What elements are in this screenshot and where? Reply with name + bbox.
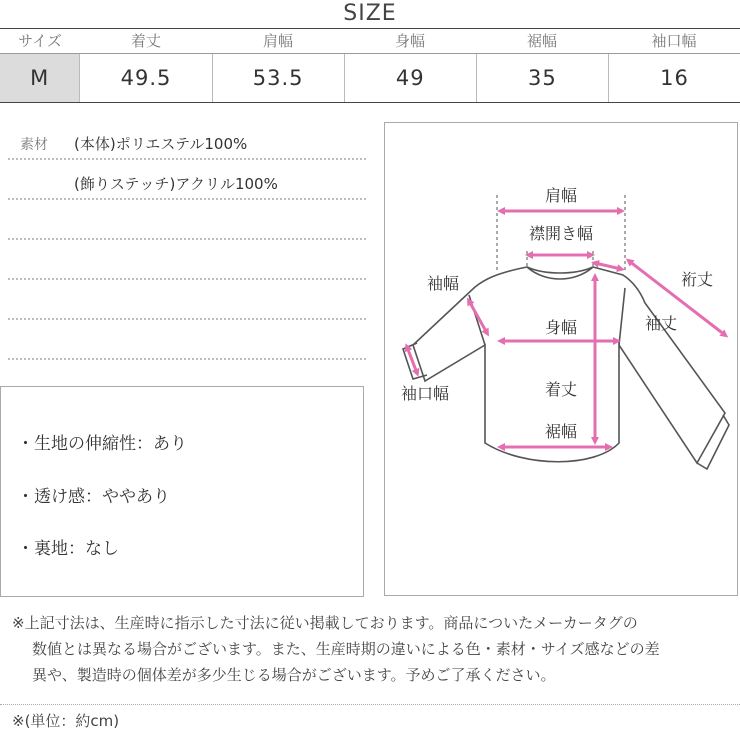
garment-diagram xyxy=(384,122,738,596)
size-title: SIZE xyxy=(343,1,397,26)
note-line-1: ※上記寸法は、生産時に指示した寸法に従い掲載しております。商品についたメーカータグの xyxy=(12,614,638,632)
material-line-empty xyxy=(8,320,366,360)
cell-shoulder: 53.5 xyxy=(212,54,344,102)
material-section xyxy=(8,120,366,360)
header-cuff-width: 袖口幅 xyxy=(651,32,697,50)
label-cuff: 袖口幅 xyxy=(400,384,450,403)
label-length: 着丈 xyxy=(544,380,578,399)
unit-note: ※(単位：約cm) xyxy=(12,712,120,730)
material-line-empty xyxy=(8,280,366,320)
label-sleeve-length: 袖丈 xyxy=(644,314,678,333)
header-shoulder: 肩幅 xyxy=(262,32,293,50)
label-hem: 裾幅 xyxy=(544,422,578,441)
material-line-empty xyxy=(8,240,366,280)
label-body-width: 身幅 xyxy=(544,318,578,337)
properties-box xyxy=(0,386,364,597)
prop-lining: ・裏地：なし xyxy=(17,539,119,559)
material-stitch: (飾りステッチ)アクリル100% xyxy=(74,175,278,193)
table-row xyxy=(0,54,740,102)
label-shoulder: 肩幅 xyxy=(544,186,578,205)
material-body: (本体)ポリエステル100% xyxy=(74,135,248,153)
size-table xyxy=(0,28,740,103)
header-hem-width: 裾幅 xyxy=(526,32,557,50)
divider xyxy=(0,704,740,705)
prop-stretch: ・生地の伸縮性：あり xyxy=(17,434,187,454)
label-sleeve-width: 袖幅 xyxy=(426,274,460,293)
cell-length: 49.5 xyxy=(79,54,211,102)
cell-body-width: 49 xyxy=(344,54,476,102)
label-neck: 襟開き幅 xyxy=(528,224,594,243)
cell-hem-width: 35 xyxy=(476,54,608,102)
material-line-empty xyxy=(8,200,366,240)
header-length: 着丈 xyxy=(130,32,161,50)
cell-cuff-width: 16 xyxy=(608,54,740,102)
note-line-2: 数値とは異なる場合がございます。また、生産時期の違いによる色・素材・サイズ感などの差 xyxy=(32,640,660,658)
prop-sheerness: ・透け感：ややあり xyxy=(17,487,170,507)
table-header-row xyxy=(0,29,740,54)
garment-svg xyxy=(385,123,739,597)
material-line xyxy=(8,120,366,160)
material-line xyxy=(8,160,366,200)
header-body-width: 身幅 xyxy=(394,32,425,50)
note-line-3: 異や、製造時の個体差が多少生じる場合がございます。予めご了承ください。 xyxy=(32,666,556,684)
material-label: 素材 xyxy=(20,137,48,153)
disclaimer-notes xyxy=(12,610,732,688)
label-yuki: 裄丈 xyxy=(680,270,714,289)
header-size: サイズ xyxy=(18,32,62,50)
cell-size: M xyxy=(0,54,79,102)
